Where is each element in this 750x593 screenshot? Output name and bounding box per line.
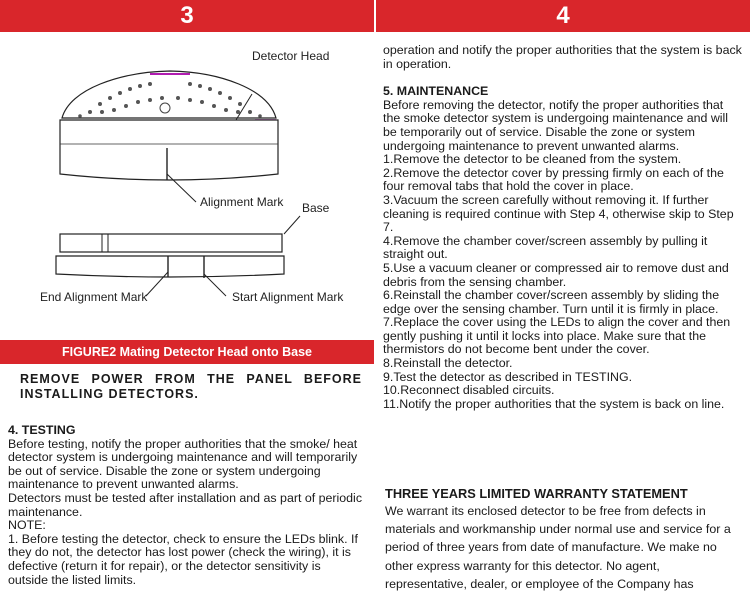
testing-step-1: 1. Before testing the detector, check to ensure the LEDs blink. If they do not, the detector has lost power (check the wiring), it is defective (return it for repair), or the detector sensitivity is outside the listed limits.	[8, 531, 358, 587]
warranty-text: We warrant its enclosed detector to be free from defects in materials and workmanship under normal use and service for a period of three years from date of manufacture. We make no other express warranty for this detector. No agent, representative, dealer, or employee of the Company has	[385, 504, 731, 591]
maintenance-step: 3.Vacuum the screen carefully without removing it. If further cleaning is required continue with Step 4, otherwise skip to Step 7.	[383, 192, 734, 235]
maintenance-step: 7.Replace the cover using the LEDs to align the cover and then gently pushing it until it locks into place. Make sure that the thermistors do not become bent under the cover.	[383, 315, 731, 357]
testing-section	[8, 424, 362, 587]
page-number-4: 4	[376, 0, 750, 32]
maintenance-step: 5.Use a vacuum cleaner or compressed air to remove dust and debris from the sensing chamber.	[383, 260, 729, 289]
label-detector-head: Detector Head	[252, 49, 330, 63]
maintenance-step: 9.Test the detector as described in TESTING.	[383, 369, 633, 384]
detector-head-rim	[60, 120, 278, 180]
testing-requirement: Detectors must be tested after installation and as part of periodic maintenance.	[8, 490, 363, 519]
maintenance-step: 1.Remove the detector to be cleaned from the system.	[383, 152, 682, 167]
maintenance-step: 10.Reconnect disabled circuits.	[383, 383, 555, 398]
maintenance-step: 6.Reinstall the chamber cover/screen assembly by sliding the edge over the sensing chamber. Turn until it is firmly in place.	[383, 288, 720, 316]
label-base: Base	[302, 201, 330, 215]
detector-diagram-svg	[0, 34, 374, 339]
warranty-heading: THREE YEARS LIMITED WARRANTY STATEMENT	[385, 486, 688, 501]
label-start-alignment-mark: Start Alignment Mark	[232, 290, 344, 304]
base-bottom	[56, 256, 284, 277]
detector-diagram	[0, 34, 374, 339]
continued-text: operation and notify the proper authorities that the system is back in operation.	[383, 43, 742, 71]
figure-caption: FIGURE2 Mating Detector Head onto Base	[0, 340, 374, 364]
maintenance-heading: 5. MAINTENANCE	[383, 84, 489, 99]
power-warning: REMOVE POWER FROM THE PANEL BEFORE INSTALLING DETECTORS.	[20, 372, 362, 401]
maintenance-step: 4.Remove the chamber cover/screen assembly by pulling it straight out.	[383, 233, 708, 262]
maintenance-step: 2.Remove the detector cover by pressing firmly on each of the four removal tabs that hold the cover in place.	[383, 165, 724, 194]
testing-heading: 4. TESTING	[8, 423, 76, 437]
testing-note: NOTE:	[8, 518, 46, 533]
maintenance-intro: Before removing the detector, notify the proper authorities that the smoke detector system is undergoing maintenance and will be temporarily out of service. Disable the zone or system undergoing maintenance to prevent unwanted alarms.	[383, 97, 729, 153]
label-end-alignment-mark: End Alignment Mark	[40, 290, 148, 304]
maintenance-step: 8.Reinstall the detector.	[383, 356, 513, 371]
testing-intro: Before testing, notify the proper authorities that the smoke/ heat detector system is undergoing maintenance and will temporarily be out of service. Disable the zone or system undergoing maintenance to prevent unwanted alarms.	[8, 436, 358, 492]
base-top	[60, 234, 282, 252]
maintenance-section	[383, 44, 743, 411]
maintenance-step: 11.Notify the proper authorities that the system is back on line.	[383, 396, 725, 411]
page-number-3: 3	[0, 0, 374, 32]
label-alignment-mark: Alignment Mark	[200, 195, 284, 209]
